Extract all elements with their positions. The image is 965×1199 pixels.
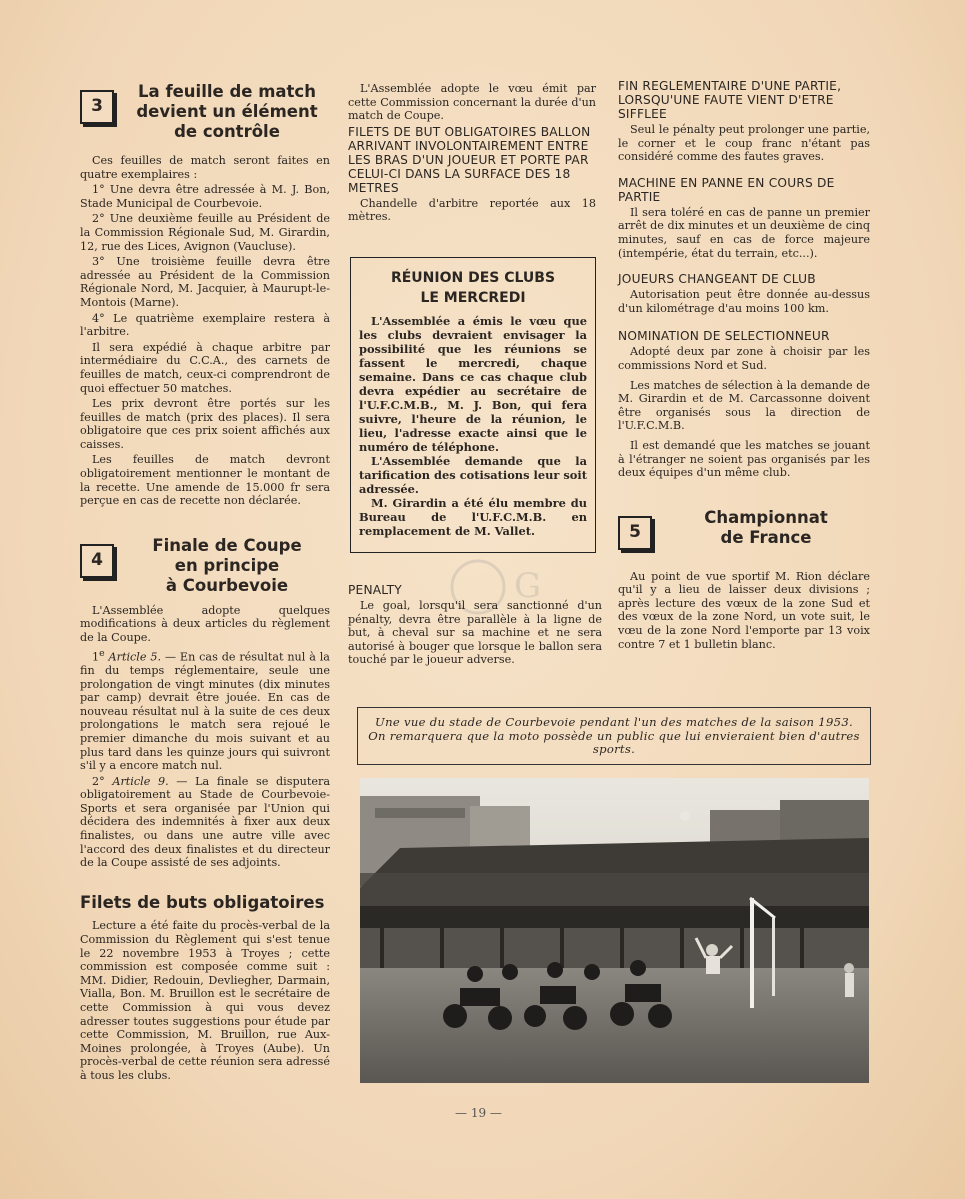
caps-heading: JOUEURS CHANGEANT DE CLUB [618,272,816,287]
right-column [618,77,870,653]
paragraph: 2° Une deuxième feuille au Président de la Commission Régionale Sud, M. Girardin, 12, rue des Lices, Avignon (Vaucluse). [80,212,330,253]
middle-column [348,82,596,226]
title-line: La feuille de match [138,82,316,101]
article-label: Article 9. [112,774,169,788]
paragraph: 1e Article 5. — En cas de résultat nul à la fin du temps réglementaire, seule une prolongation de vingt minutes (dix minutes par camp) devrait être jouée. En cas de nouveau résultat nul à la suite de ces deux prolongations le match sera rejoué le premier dimanche du mois suivant et au plus tard dans les quinze jours qui suivront s'il y a encore match nul. [80,647,330,773]
clubs-meeting-box [350,257,596,553]
paragraph: 2° Article 9. — La finale se disputera obligatoirement au Stade de Courbevoie-Sports et sera organisée par l'Union qui décidera des indemnités à fixer aux deux finalistes, ou dans une autre ville avec l'accord des deux finalistes et du directeur de la Coupe assisté de ses adjoints. [80,774,330,870]
title-line: Championnat [704,507,828,527]
section-5-header [618,508,870,564]
caps-heading: MACHINE EN PANNE EN COURS DE PARTIE [618,175,835,204]
penalty-block [348,581,602,669]
section-number-badge: 3 [80,90,114,124]
paragraph: L'Assemblée adopte quelques modifications à deux articles du règlement de la Coupe. [80,603,330,645]
caps-heading: NOMINATION DE SELECTIONNEUR [618,329,830,344]
paragraph: Ces feuilles de match seront faites en quatre exemplaires : [80,154,330,181]
filets-title: Filets de buts obligatoires [80,892,325,912]
title-line: de contrôle [174,122,280,141]
paragraph: Le goal, lorsqu'il sera sanctionné d'un pénalty, devra être parallèle à la ligne de but, à cheval sur sa machine et ne sera autorisé à bouger que lorsque le ballon sera touché par le joueur adverse. [348,599,602,667]
title-line: en principe [174,555,280,575]
section-number-badge: 5 [618,516,652,550]
paragraph: Chandelle d'arbitre reportée aux 18 mètres. [348,196,596,224]
paragraph: 3° Une troisième feuille devra être adressée au Président de la Commission Régionale Nord, M. Jacquier, à Maurupt-le-Montois (Marne). [80,255,330,309]
section-number-badge: 4 [80,544,114,578]
article-label: Article 5. [108,650,162,664]
page-number: — 19 — [455,1106,502,1120]
paragraph: 4° Le quatrième exemplaire restera à l'arbitre. [80,311,330,339]
box-title [359,268,587,308]
paragraph: M. Girardin a été élu membre du Bureau de l'U.F.C.M.B. en remplacement de M. Vallet. [359,496,587,538]
article-text: — En cas de résultat nul à la fin du temps réglementaire, seule une prolongation de vingt minutes (dix minutes par camp) devrait être jouée. En cas de nouveau résultat nul à la suite de ces deux prolongations le match sera rejoué le premier dimanche du mois suivant et au plus tard dans les quinze jours qui suivront s'il y a encore match nul. [80,650,330,773]
article-text: — La finale se disputera obligatoirement au Stade de Courbevoie-Sports et sera organisée par l'Union qui décidera des indemnités à fixer aux deux finalistes, ou dans une autre ville avec l'accord des deux finalistes et du directeur de la Coupe assisté de ses adjoints. [80,774,330,870]
title-line: LE MERCREDI [420,290,526,306]
paragraph: Les prix devront être portés sur les feuilles de match (prix des places). Il sera obligatoire que ces prix soient affichés aux caisses. [80,397,330,451]
title-line: Finale de Coupe [152,535,302,555]
title-line: de France [720,527,812,547]
paragraph: 1° Une devra être adressée à M. J. Bon, Stade Municipal de Courbevoie. [80,183,330,210]
title-line: devient un élément [136,102,318,121]
stadium-photo [360,778,869,1083]
paragraph: Seul le pénalty peut prolonger une partie, le corner et le coup franc n'étant pas considéré comme des fautes graves. [618,123,870,164]
caps-heading: PENALTY [348,583,402,597]
paragraph: Autorisation peut être donnée au-dessus d'un kilométrage d'au moins 100 km. [618,288,870,315]
paragraph: Au point de vue sportif M. Rion déclare qu'il y a lieu de laisser deux divisions ; après lecture des vœux de la zone Sud et des vœux de la zone Nord, un vote suit, le vœu de la zone Nord l'emporte par 13 voix contre 7 et 1 bulletin blanc. [618,569,870,651]
section-4-title [124,536,330,596]
caps-heading: FILETS DE BUT OBLIGATOIRES BALLON ARRIVANT INVOLONTAIREMENT ENTRE LES BRAS D'UN JOUEUR ET PORTE PAR CELUI-CI DANS LA SURFACE DES 18 METRES [348,124,591,195]
section-5-title [662,508,870,548]
paragraph: L'Assemblée demande que la tarification des cotisations leur soit adressée. [359,454,587,496]
title-line: RÉUNION DES CLUBS [390,270,556,286]
paragraph: Il sera expédié à chaque arbitre par intermédiaire du C.C.A., des carnets de feuilles de match, ceux-ci comprendront de quoi effectuer 50 matches. [80,340,330,395]
paragraph: L'Assemblée adopte le vœu émit par cette Commission concernant la durée d'un match de Coupe. [348,82,596,123]
paragraph: L'Assemblée a émis le vœu que les clubs devraient envisager la possibilité que les réunions se fassent le mercredi, chaque semaine. Dans ce cas chaque club devra expédier au secrétaire de l'U.F.C.M.B., M. J. Bon, qui fera suivre, l'heure de la réunion, le lieu, l'adresse exacte ainsi que le numéro de téléphone. [359,314,587,454]
paragraph: Lecture a été faite du procès-verbal de la Commission du Règlement qui s'est tenue le 22 novembre 1953 à Troyes ; cette commission est composée comme suit : MM. Didier, Redouin, Devliegher, Darmain, Vialla, Bon. M. Bruillon est le secrétaire de cette Commission à qui vous devez adresser toutes suggestions pour étude par cette Commission, M. Bruillon, rue Aux-Moines prolongée, à Troyes (Aube). Un procès-verbal de cette réunion sera adressé à tous les clubs. [80,919,330,1082]
paragraph: Il est demandé que les matches se jouant à l'étranger ne soient pas organisés par les deux équipes d'un même club. [618,438,870,480]
paragraph: Il sera toléré en cas de panne un premier arrêt de dix minutes et un deuxième de cinq minutes, sauf en cas de force majeure (intempérie, état du terrain, etc...). [618,205,870,260]
photo-caption: Une vue du stade de Courbevoie pendant l'un des matches de la saison 1953. On remarquera que la moto possède un public que lui envieraient bien d'autres sports. [357,707,871,765]
left-column [80,82,330,1085]
section-4-header [80,536,330,598]
paragraph: Les feuilles de match devront obligatoirement mentionner le montant de la recette. Une amende de 15.000 fr sera perçue en cas de recette non déclarée. [80,453,330,508]
paragraph: Adopté deux par zone à choisir par les commissions Nord et Sud. [618,345,870,372]
paragraph: Les matches de sélection à la demande de M. Girardin et de M. Carcassonne doivent être organisés sous la direction de l'U.F.C.M.B. [618,378,870,433]
section-3-header [80,82,330,144]
caps-heading: FIN REGLEMENTAIRE D'UNE PARTIE, LORSQU'UNE FAUTE VIENT D'ETRE SIFFLEE [618,79,842,121]
section-3-title [124,82,330,142]
title-line: à Courbevoie [165,575,289,595]
svg-text:G: G [514,566,542,606]
